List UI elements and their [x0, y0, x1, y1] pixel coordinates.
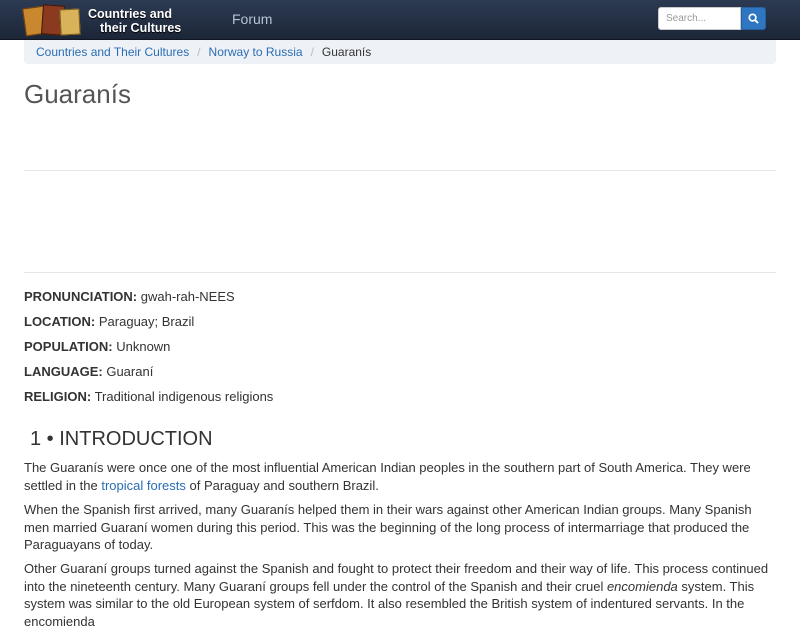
fact-value: Traditional indigenous religions: [94, 389, 274, 404]
fact-location: [24, 314, 273, 339]
breadcrumb-current: Guaranís: [321, 45, 372, 59]
fact-language: [24, 364, 273, 389]
fact-label: LOCATION:: [24, 314, 96, 329]
breadcrumb: [24, 40, 776, 64]
search-icon: [748, 13, 759, 24]
fact-label: LANGUAGE:: [24, 364, 103, 379]
fact-value: Guaraní: [106, 364, 154, 379]
search-button[interactable]: [741, 7, 766, 30]
site-logo[interactable]: [22, 4, 217, 38]
tropical-forests-link[interactable]: tropical forests: [101, 477, 186, 493]
breadcrumb-separator: /: [197, 45, 201, 59]
fact-value: Paraguay; Brazil: [98, 314, 195, 329]
fact-religion: [24, 389, 273, 414]
search-form: [658, 7, 766, 30]
fact-population: [24, 339, 273, 364]
search-input[interactable]: [658, 7, 741, 30]
facts-list: [24, 289, 273, 414]
fact-value: gwah-rah-NEES: [140, 289, 235, 304]
logo-line-1: Countries and: [88, 7, 173, 21]
divider-top: [24, 170, 776, 171]
paragraph-text: of Paraguay and southern Brazil.: [185, 477, 379, 493]
paragraph-text: Other Guaraní groups turned against the Spanish and fought to protect their freedom and their way of life. This process continued into the nineteenth century. Many Guaraní groups fell under the control of the Spanish and their cruel: [24, 561, 769, 594]
encomienda-term: encomienda: [606, 578, 678, 594]
intro-paragraph-2: When the Spanish first arrived, many Guaranís helped them in their wars against other American Indian groups. Many Spanish men married Guaraní women during this period. This was the beginning of the long process of intermarriage that produced the Paraguayans of today.: [24, 502, 752, 552]
intro-paragraph-1: [24, 459, 776, 494]
fact-label: POPULATION:: [24, 339, 113, 354]
divider-bottom: [24, 272, 776, 273]
top-navbar: [0, 0, 800, 40]
breadcrumb-separator: /: [310, 45, 314, 59]
fact-pronunciation: [24, 289, 273, 314]
paragraph-text: system. This system was similar to the old European system of serfdom. It also resembled the British system of indentured servants. In the encomienda: [24, 578, 755, 629]
fact-label: PRONUNCIATION:: [24, 289, 138, 304]
nav-forum-link[interactable]: Forum: [232, 11, 273, 27]
logo-image: [22, 4, 84, 38]
section-heading-introduction: 1 • INTRODUCTION: [30, 428, 213, 450]
breadcrumb-link-norway-to-russia[interactable]: Norway to Russia: [208, 45, 303, 59]
page-title: Guaranís: [24, 79, 131, 109]
breadcrumb-link-countries[interactable]: Countries and Their Cultures: [36, 45, 190, 59]
logo-line-2: their Cultures: [100, 21, 182, 35]
intro-paragraph-3: [24, 560, 776, 630]
fact-label: RELIGION:: [24, 389, 92, 404]
paragraph-text: The Guaranís were once one of the most influential American Indian peoples in the southern part of South America. They were settled in the: [24, 460, 751, 493]
fact-value: Unknown: [116, 339, 171, 354]
logo-text: [88, 7, 181, 35]
